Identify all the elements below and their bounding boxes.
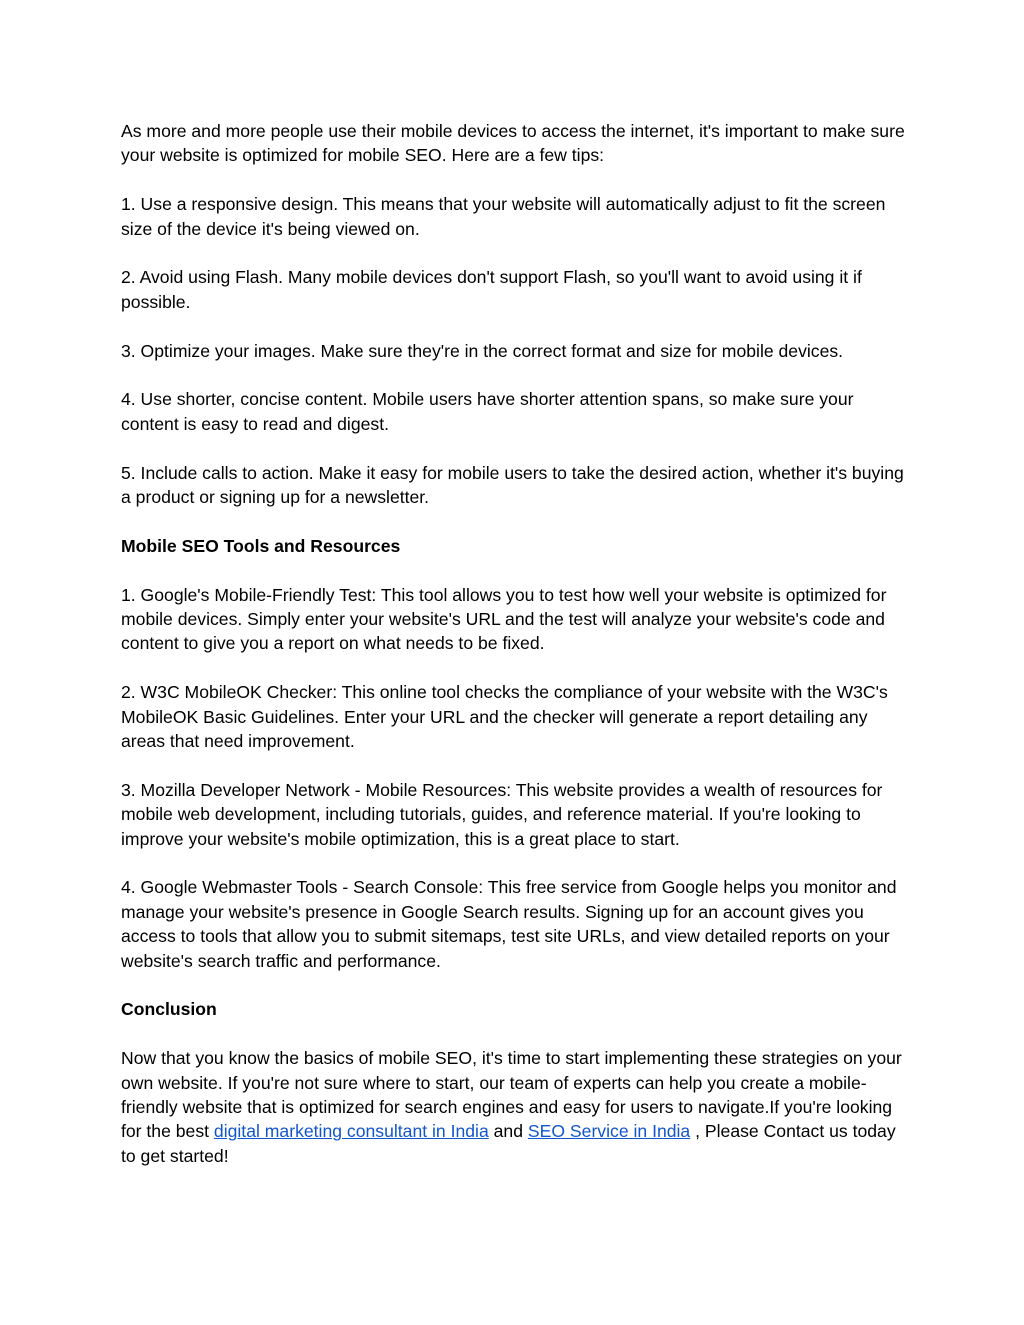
intro-paragraph: As more and more people use their mobile devices to access the internet, it's important to make sure your website is optimized for mobile SEO. Here are a few tips:: [121, 121, 905, 166]
tool-4: 4. Google Webmaster Tools - Search Console: This free service from Google helps you monitor and manage your website's presence in Google Search results. Signing up for an account gives you access to tools that allow you to submit sitemaps, test site URLs, and view detailed reports on your website's search traffic and performance.: [121, 877, 897, 971]
tip-4: 4. Use shorter, concise content. Mobile users have shorter attention spans, so make sure your content is easy to read and digest.: [121, 389, 854, 434]
conclusion-text-after: , Please Contact us today to get started!: [121, 1121, 896, 1166]
document-body: [121, 119, 911, 1193]
tip-5: 5. Include calls to action. Make it easy for mobile users to take the desired action, whether it's buying a product or signing up for a newsletter.: [121, 462, 904, 508]
digital-marketing-consultant-link[interactable]: digital marketing consultant in India: [213, 1121, 489, 1142]
tip-1: 1. Use a responsive design. This means that your website will automatically adjust to fit the screen size of the device it's being viewed on.: [121, 194, 886, 239]
tool-3: 3. Mozilla Developer Network - Mobile Resources: This website provides a wealth of resources for mobile web development, including tutorials, guides, and reference material. If you're looking to improve your website's mobile optimization, this is a great place to start.: [121, 779, 883, 849]
tools-heading: Mobile SEO Tools and Resources: [121, 535, 401, 556]
conclusion-heading: Conclusion: [121, 999, 217, 1020]
conclusion-text-before: Now that you know the basics of mobile SEO, it's time to start implementing these strategies on your own website. If you're not sure where to start, our team of experts can help you create a mobile-friendly website that is optimized for search engines and easy for users to navigate.If you're looking for the best: [121, 1048, 902, 1142]
conclusion-text-middle: and: [488, 1121, 528, 1142]
tip-3: 3. Optimize your images. Make sure they're in the correct format and size for mobile devices.: [121, 340, 844, 361]
tip-2: 2. Avoid using Flash. Many mobile devices don't support Flash, so you'll want to avoid using it if possible.: [121, 267, 862, 312]
tool-1: 1. Google's Mobile-Friendly Test: This tool allows you to test how well your website is optimized for mobile devices. Simply enter your website's URL and the test will analyze your website's code and content to give you a report on what needs to be fixed.: [121, 584, 887, 654]
tool-2: 2. W3C MobileOK Checker: This online tool checks the compliance of your website with the W3C's MobileOK Basic Guidelines. Enter your URL and the checker will generate a report detailing any areas that need improvement.: [121, 682, 888, 752]
seo-service-link[interactable]: SEO Service in India: [527, 1121, 691, 1142]
conclusion-paragraph: [121, 1046, 911, 1168]
